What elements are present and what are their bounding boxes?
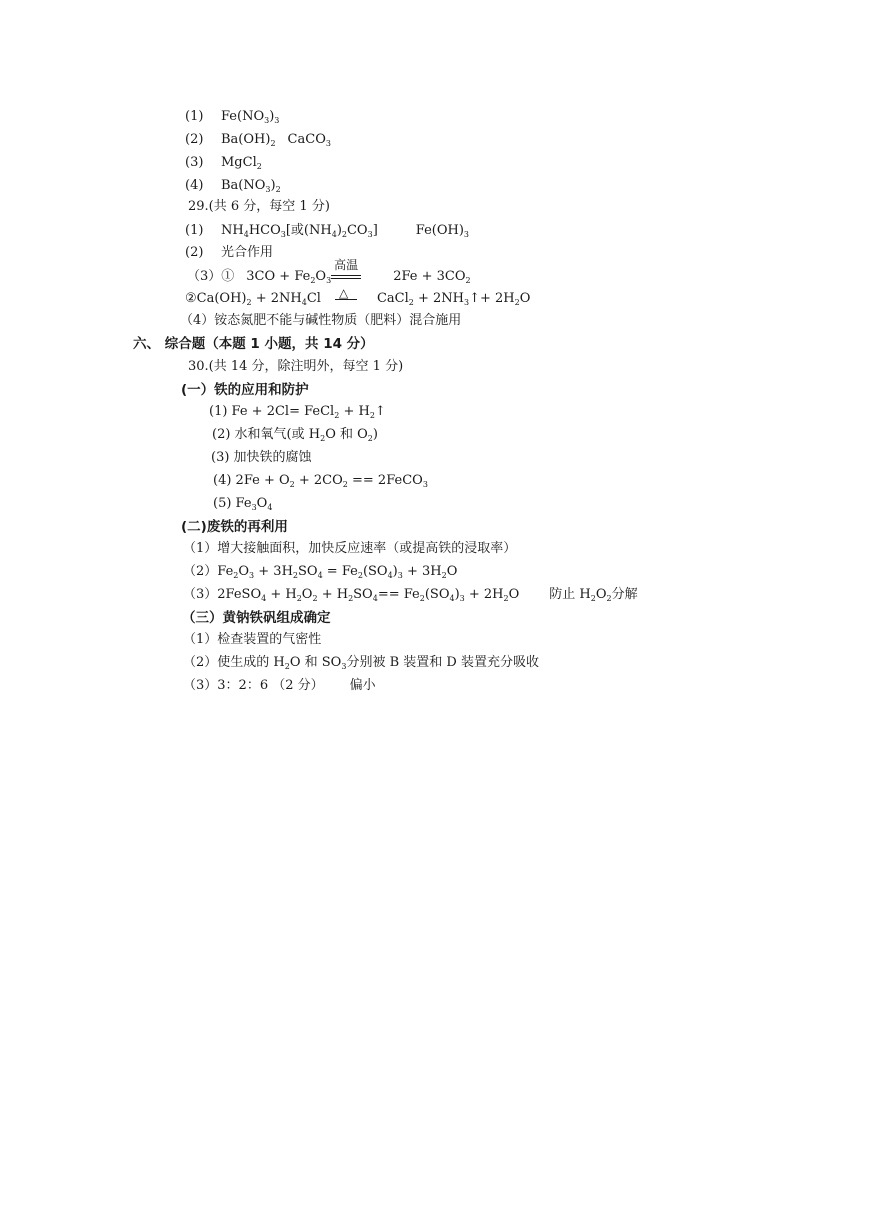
part-1-title: (一）铁的应用和防护 — [181, 382, 309, 398]
part-1-line-5: (5) $Fe_3O_4$ — [213, 496, 273, 512]
part-1-line-1: (1) Fe + 2Cl= FeCl$_2$ + $H_2↑$ — [209, 404, 386, 420]
part-2-title: (二)废铁的再利用 — [181, 519, 288, 535]
q29-header: 29.(共 6 分，每空 1 分) — [188, 199, 330, 214]
q29-answer-3-equation-1: （3）① $3CO + Fe_2O_3$ 高温 $2Fe + 3CO_2$ — [187, 258, 471, 285]
part-3-title: （三）黄钠铁矾组成确定 — [182, 610, 331, 626]
part-3-line-1: （1）检查装置的气密性 — [183, 632, 322, 647]
q28-answer-1: (1) $Fe(NO_3)_3$ — [185, 109, 280, 125]
part-1-line-4: (4) $2Fe + O_2 + 2CO_2$ == 2FeCO$_3$ — [213, 473, 428, 489]
heat-condition: △ — [335, 290, 357, 308]
part-2-line-2: $(2)Fe_2O_3 + 3H_2SO_4 = Fe_2(SO_4)_3 + 3H_2O$ — [183, 564, 458, 580]
part-3-line-3: （3）3：2：6 （2 分） 偏小 — [183, 678, 376, 693]
high-temperature-condition: 高温 — [331, 268, 361, 286]
part-1-line-3: (3) 加快铁的腐蚀 — [211, 450, 312, 465]
q29-answer-2: (2) 光合作用 — [185, 245, 274, 260]
q28-answer-4: (4) $Ba(NO_3)_2$ — [185, 178, 281, 194]
q28-answer-3: (3) MgCl$_2$ — [185, 155, 262, 171]
part-1-line-2: (2) 水和氧气(或 $H_2O$ 和 $O_2$) — [212, 427, 378, 443]
q28-answer-2: (2) $Ba(OH)_2$ CaCO$_3$ — [185, 132, 331, 148]
q30-header: 30.(共 14 分，除注明外，每空 1 分) — [188, 359, 404, 374]
q29-answer-3-equation-2: $②Ca(OH)_2 + 2NH_4Cl$ △ CaCl$_2$ + $2NH_3↑+ 2H_2O$ — [185, 286, 531, 307]
part-2-line-1: （1）增大接触面积，加快反应速率（或提高铁的浸取率） — [183, 541, 517, 556]
q29-answer-1: (1) $NH_4HCO_3$[或$(NH_4)_2CO_3$] $Fe(OH)_3$ — [185, 223, 469, 239]
part-3-line-2: （2）使生成的 $H_2O$ 和 $SO_3$分别被 B 装置和 D 装置充分吸收 — [183, 655, 539, 671]
part-2-line-3: （3）2FeSO$_4$ + $H_2O_2 + H_2SO_4== Fe_2(SO_4)_3 + 2H_2O$ 防止 $H_2O_2$分解 — [183, 587, 638, 603]
q29-answer-4: （4）铵态氮肥不能与碱性物质（肥料）混合施用 — [180, 313, 462, 328]
section-6-title: 六、 综合题（本题 1 小题，共 14 分） — [133, 336, 374, 352]
